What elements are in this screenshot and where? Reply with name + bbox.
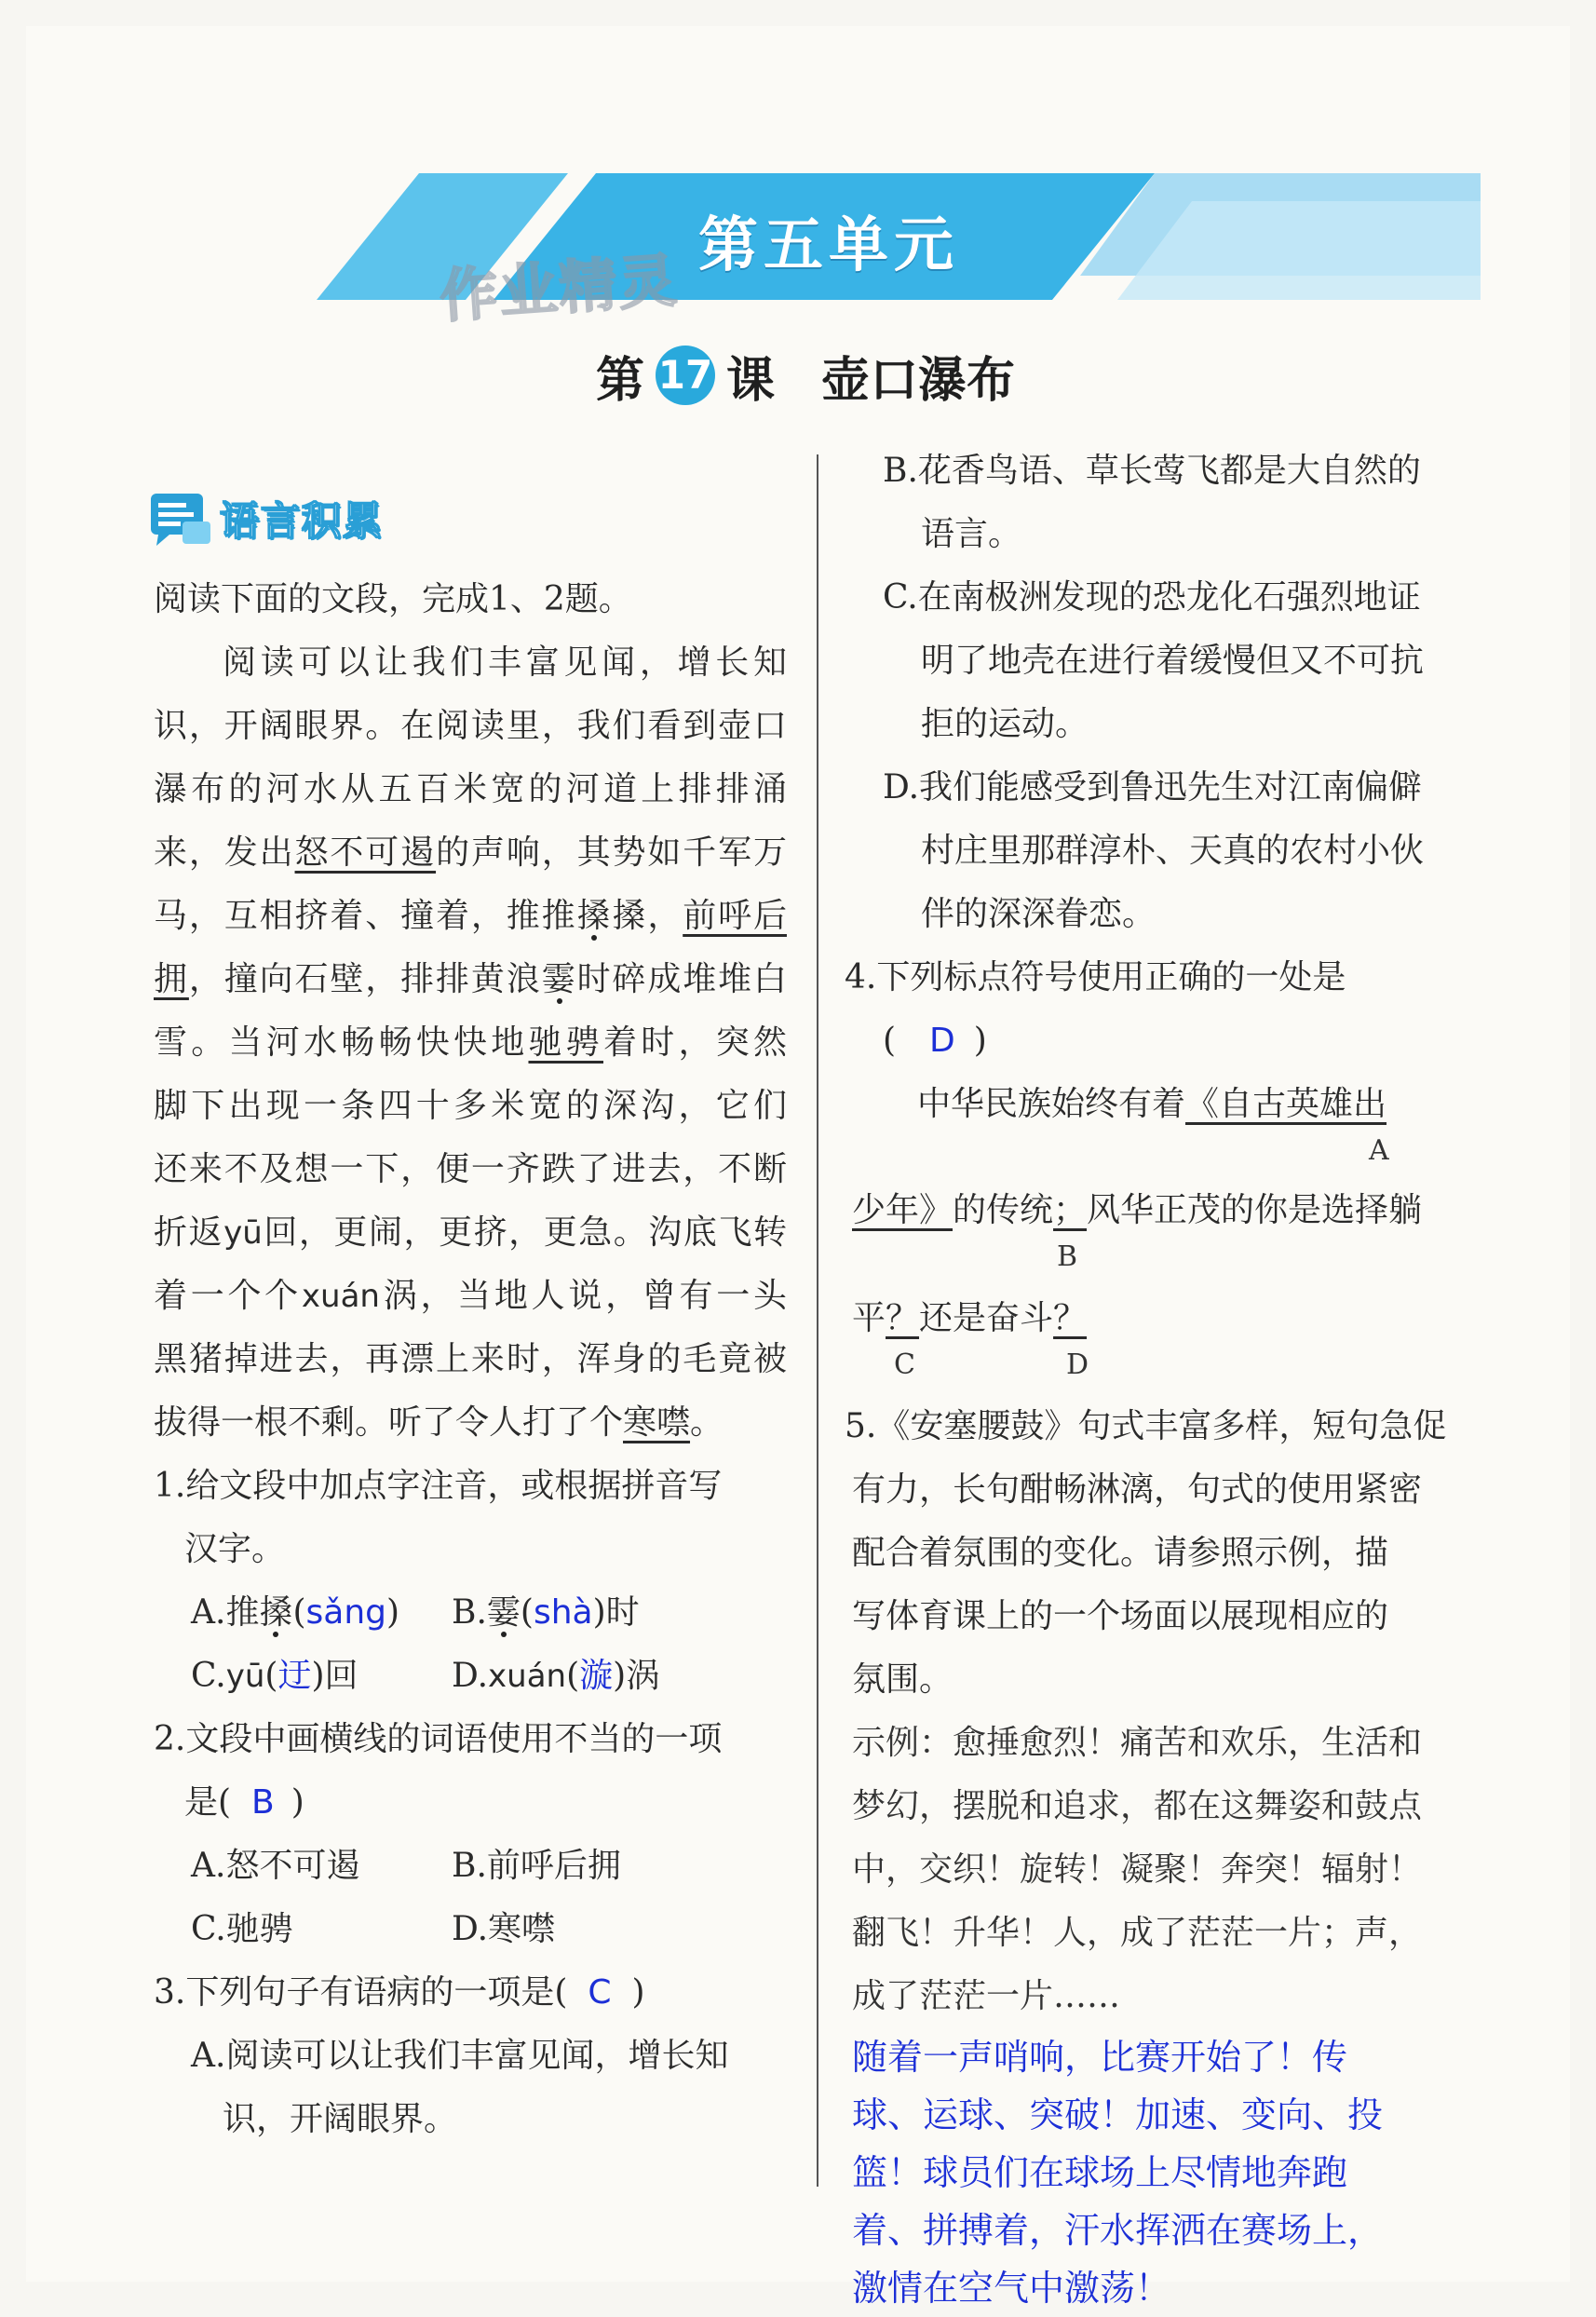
answer-line: 激情在空气中激荡！ [852,2268,1171,2309]
sample-line: 示例：愈捶愈烈！痛苦和欢乐，生活和 [852,1724,1423,1762]
passage-line [154,1391,787,1455]
passage-text: 的声响，其势如千军万 [436,833,787,872]
passage-line [154,885,787,948]
paren: ) [386,1593,400,1632]
option-label: D. [452,1657,489,1695]
option-label: C. [191,1657,226,1695]
paren: ( [292,1593,306,1632]
passage-line: 黑猪掉进去，再漂上来时，浑身的毛竟被 [154,1340,787,1378]
passage-line [154,1265,787,1328]
question-5: 5.《安塞腰鼓》句式丰富多样，短句急促 [845,1407,1447,1445]
question-3-option-d-cont: 村庄里那群淳朴、天真的农村小伙 [921,832,1425,870]
option-b [452,1581,712,1645]
question-4-sentence-3 [852,1287,1485,1395]
question-4-answer-line [852,1009,1485,1073]
question-5-cont: 写体育课上的一个场面以展现相应的 [852,1597,1389,1635]
answer-line: 着、拼搏着，汗水挥洒在赛场上， [852,2210,1384,2251]
passage-line: 瀑布的河水从五百米宽的河道上排排涌 [154,770,787,808]
question-4-sentence-2 [852,1179,1485,1287]
passage-text: 搡， [612,897,683,935]
question-3-option-d: D.我们能感受到鲁迅先生对江南偏僻 [883,768,1423,806]
passage-line: 还来不及想一下，便一齐跌了进去，不断 [154,1150,787,1188]
dotted-char: 霎 [486,1593,521,1632]
paren: ) [291,1783,304,1822]
passage-text: 马，互相挤着、撞着，推推 [154,897,577,935]
column-divider [817,454,818,2187]
question-2-options-ab [154,1835,787,1898]
option-d: D.寒噤 [452,1910,556,1948]
pinyin: yū [223,1214,263,1252]
lesson-title [596,343,1015,408]
answer-text: D [929,1022,955,1060]
mark-label: D [1066,1348,1089,1381]
question-2-cont [154,1771,787,1835]
option-c [191,1645,452,1708]
question-3-option-a: A.阅读可以让我们丰富见闻，增长知 [191,2037,729,2075]
question-1: 1.给文段中加点字注音，或根据拼音写 [154,1467,723,1505]
left-column [154,568,787,2151]
sentence-text: 的传统 [953,1191,1054,1229]
option-c: C.驰骋 [191,1910,293,1948]
question-1-options-ab [154,1581,787,1645]
section-header [149,486,384,551]
option-label: A.推 [191,1593,260,1632]
underlined-word: 前呼后 [683,897,787,935]
underlined-word: 拥 [154,960,189,998]
paren: ( [566,1657,580,1695]
option-a: A.怒不可遏 [191,1847,360,1885]
lesson-prefix: 第 [596,351,645,409]
question-3-option-c-cont: 拒的运动。 [921,705,1089,743]
answer-text: C [588,1973,612,2012]
question-3-option-b-cont: 语言。 [921,515,1022,553]
underlined-text: ； [1053,1191,1088,1229]
passage-text: 回，更闹，更挤，更急。沟底飞转 [262,1213,787,1252]
answer-line: 球、运球、突破！加速、变向、投 [852,2094,1384,2135]
passage-text: ，撞向石壁，排排黄浪 [188,960,542,998]
answer-text: 漩 [579,1657,614,1695]
mark-label: B [1057,1240,1078,1273]
answer-text: B [251,1783,275,1822]
answer-text: shà [533,1593,593,1632]
question-5-cont: 氛围。 [852,1660,954,1699]
paren: )回 [311,1657,358,1695]
question-5-cont: 配合着氛围的变化。请参照示例，描 [852,1534,1389,1572]
paren: ( [883,1022,897,1060]
sentence-text: 平 [852,1299,886,1337]
underlined-text: ？ [1053,1299,1088,1337]
dotted-char: 霎 [541,960,577,998]
pinyin: xuán [488,1658,567,1695]
paren: ) [973,1022,987,1060]
passage-text: 着时，突然 [602,1023,787,1062]
passage-line [154,1011,787,1075]
passage-text: 。 [690,1403,724,1442]
lesson-number-badge: 17 [656,346,715,405]
lesson-name: 壶口瀑布 [821,351,1016,409]
answer-line: 篮！球员们在球场上尽情地奔跑 [852,2152,1348,2193]
question-3 [154,1961,787,2025]
passage-text: 着一个个 [154,1277,302,1315]
paren: ) [631,1973,645,2012]
option-label: B. [452,1593,487,1632]
passage-text: 拔得一根不剩。听了令人打了个 [154,1403,624,1442]
lesson-suffix: 课 [726,351,776,409]
passage-text: 雪。当河水畅畅快快地 [154,1023,529,1062]
mark-label: C [894,1348,915,1381]
paren: ( [520,1593,534,1632]
paren: )时 [592,1593,640,1632]
underlined-text: 少年》 [852,1191,954,1229]
passage-line: 识，开阔眼界。在阅读里，我们看到壶口 [154,707,787,745]
sentence-text: 还是奋斗 [919,1299,1054,1337]
answer-text: 迂 [277,1657,312,1695]
question-1-cont: 汉字。 [184,1530,286,1568]
passage-line: 脚下出现一条四十多米宽的深沟，它们 [154,1087,787,1125]
option-b: B.前呼后拥 [452,1847,621,1885]
sample-line: 梦幻，摆脱和追求，都在这舞姿和鼓点 [852,1787,1423,1825]
watermark: 作业精灵 [438,246,681,331]
notes-icon [149,488,214,549]
pinyin: yū [225,1658,265,1695]
reading-intro: 阅读下面的文段，完成1、2题。 [154,580,632,618]
question-5-cont: 有力，长句酣畅淋漓，句式的使用紧密 [852,1470,1423,1509]
question-text: 3.下列句子有语病的一项是( [154,1973,568,2012]
answer-line: 随着一声哨响，比赛开始了！传 [852,2037,1348,2078]
unit-title: 第五单元 [698,210,959,280]
question-3-option-c-cont: 明了地壳在进行着缓慢但又不可抗 [921,642,1425,680]
sentence-text: 中华民族始终有着 [917,1085,1186,1123]
pinyin: xuán [301,1278,380,1315]
question-5-answer [852,2028,1485,2317]
passage-text: 时碎成堆堆白 [576,960,787,998]
question-3-option-b: B.花香鸟语、草长莺飞都是大自然的 [883,452,1421,490]
passage-text: 涡，当地人说，曾有一头 [379,1277,787,1315]
question-1-options-cd [154,1645,787,1708]
option-a [191,1581,452,1645]
section-label: 语言积累 [220,498,385,544]
underlined-text: ？ [886,1299,920,1337]
question-2-options-cd [154,1898,787,1961]
passage-line [154,948,787,1011]
underlined-word: 驰骋 [528,1023,603,1062]
question-2: 2.文段中画横线的词语使用不当的一项 [154,1720,723,1758]
question-3-option-c: C.在南极洲发现的恐龙化石强烈地证 [883,578,1421,617]
passage-line [154,821,787,885]
paren: ( [264,1657,278,1695]
sentence-text: 风华正茂的你是选择躺 [1087,1191,1423,1229]
question-4: 4.下列标点符号使用正确的一处是 [845,958,1346,996]
sample-line: 中，交织！旋转！凝聚！奔突！辐射！ [852,1850,1423,1889]
right-column [845,440,1485,2317]
option-d [452,1645,712,1708]
sample-line: 翻飞！升华！人，成了茫茫一片；声， [852,1914,1423,1952]
passage-line [154,1201,787,1265]
underlined-word: 怒不可遏 [294,833,437,872]
passage-text: 折返 [154,1213,224,1252]
paren: )涡 [613,1657,660,1695]
passage-text: 来，发出 [154,833,295,872]
question-4-sentence-1 [852,1073,1485,1179]
question-3-option-a-cont: 识，开阔眼界。 [223,2100,458,2138]
answer-text: sǎng [305,1593,386,1632]
dotted-char: 搡 [576,897,613,935]
underlined-word: 寒噤 [623,1403,691,1442]
underlined-text: 《自古英雄出 [1185,1085,1387,1123]
sample-line: 成了茫茫一片…… [852,1977,1121,2015]
question-text: 是( [184,1783,232,1822]
dotted-char: 搡 [259,1593,293,1632]
mark-label: A [1369,1134,1389,1167]
passage-line: 阅读可以让我们丰富见闻，增长知 [223,644,787,682]
question-3-option-d-cont: 伴的深深眷恋。 [921,895,1156,933]
